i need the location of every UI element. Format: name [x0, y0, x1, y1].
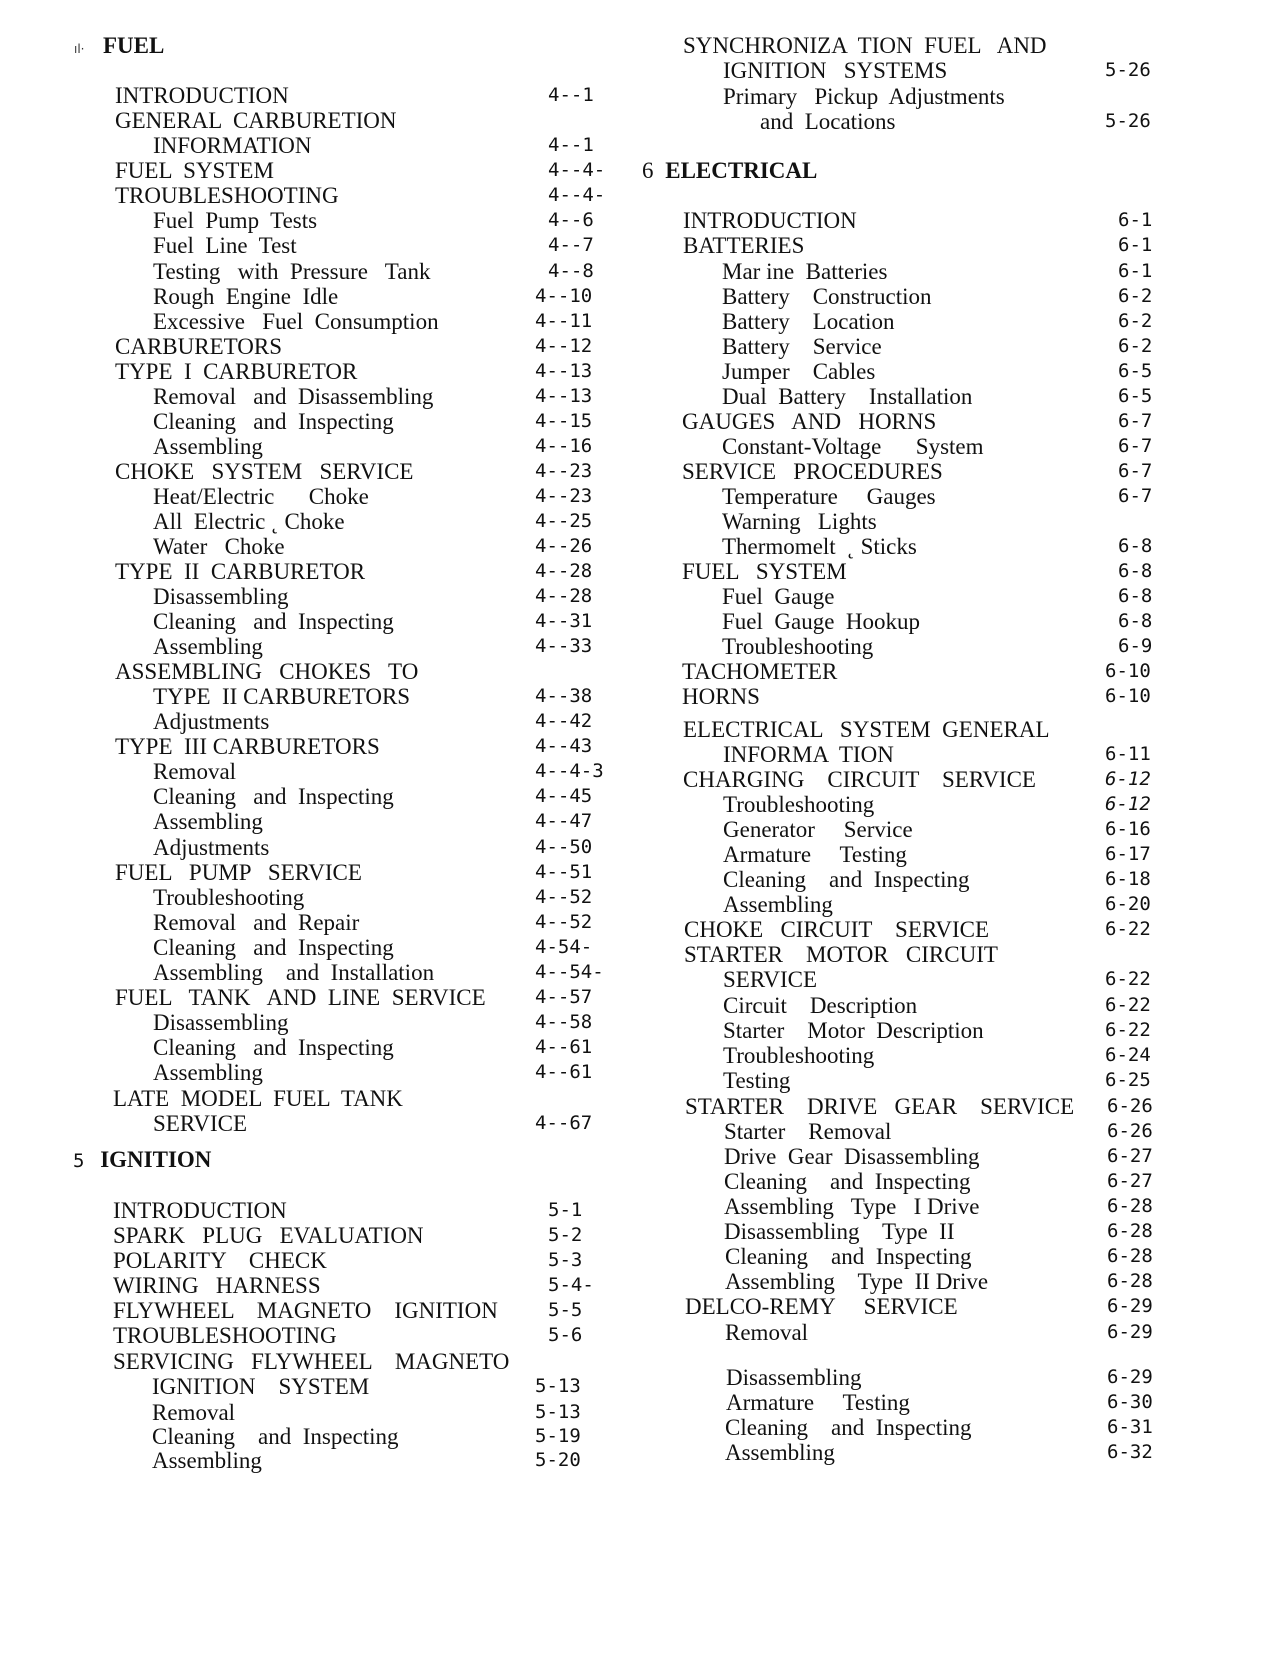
toc-entry-page-number: 4--52	[535, 886, 593, 908]
toc-entry-title: Removal	[725, 1320, 809, 1345]
section-number: 5	[73, 1150, 85, 1172]
toc-entry-page-number: 5-6	[548, 1324, 583, 1346]
toc-entry-title: Disassembling	[153, 584, 289, 609]
toc-entry-page-number: 5-2	[548, 1224, 583, 1246]
section-number: 6	[642, 158, 654, 183]
toc-entry-title: Removal	[152, 1400, 236, 1425]
toc-entry-page-number: 4--31	[535, 610, 593, 632]
toc-entry-page-number: 4-54-	[535, 936, 593, 958]
toc-entry-page-number: 6-1	[1118, 209, 1153, 231]
toc-entry-title: TYPE III CARBURETORS	[115, 734, 380, 759]
toc-entry-title: FUEL SYSTEM	[115, 158, 274, 183]
toc-entry-page-number: 6-5	[1118, 360, 1153, 382]
toc-entry-title: INFORMATION	[153, 133, 312, 158]
toc-entry-page-number: 6-28	[1107, 1220, 1153, 1242]
toc-entry-title: Disassembling	[726, 1365, 862, 1390]
toc-entry-title: SERVICE	[723, 967, 817, 992]
toc-entry-page-number: 6-8	[1118, 585, 1153, 607]
toc-entry-page-number: 6-7	[1118, 410, 1153, 432]
toc-entry-page-number: 4--67	[535, 1112, 593, 1134]
toc-entry-page-number: 4--61	[535, 1036, 593, 1058]
toc-entry-page-number: 4--28	[535, 585, 593, 607]
toc-entry-page-number: 4--4-	[548, 159, 606, 181]
toc-entry-title: CHOKE CIRCUIT SERVICE	[684, 917, 990, 942]
toc-entry-title: DELCO-REMY SERVICE	[685, 1294, 958, 1319]
section-heading-ignition	[73, 1147, 211, 1173]
toc-entry-title: Assembling Type I Drive	[724, 1194, 980, 1219]
toc-entry-title: Troubleshooting	[723, 1043, 875, 1068]
toc-entry-page-number: 4--38	[535, 685, 593, 707]
toc-entry-title: Water Choke	[153, 534, 285, 559]
toc-entry-page-number: 6-5	[1118, 385, 1153, 407]
toc-entry-title: Cleaning and Inspecting	[153, 609, 394, 634]
toc-entry-title: Cleaning and Inspecting	[725, 1415, 972, 1440]
toc-entry-title: Heat/Electric Choke	[153, 484, 369, 509]
toc-entry-title: IGNITION SYSTEMS	[723, 58, 948, 83]
toc-entry-title: TYPE II CARBURETORS	[153, 684, 411, 709]
toc-entry-title: Assembling	[153, 434, 263, 459]
toc-entry-title: All Electric ˛ Choke	[153, 509, 345, 534]
toc-entry-page-number: 4--58	[535, 1011, 593, 1033]
toc-entry-title: SYNCHRONIZA TION FUEL AND	[683, 33, 1047, 58]
toc-entry-title: HORNS	[682, 684, 760, 709]
toc-entry-page-number: 4--10	[535, 285, 593, 307]
toc-entry-title: Excessive Fuel Consumption	[153, 309, 439, 334]
toc-entry-page-number: 4--42	[535, 710, 593, 732]
toc-entry-title: Fuel Pump Tests	[153, 208, 318, 233]
toc-entry-title: Assembling Type II Drive	[725, 1269, 989, 1294]
toc-entry-page-number: 6-7	[1118, 435, 1153, 457]
toc-entry-page-number: 6-7	[1118, 460, 1153, 482]
toc-entry-page-number: 6-25	[1105, 1069, 1151, 1091]
toc-entry-title: LATE MODEL FUEL TANK	[113, 1086, 403, 1111]
toc-entry-page-number: 6-18	[1105, 868, 1151, 890]
toc-entry-title: Starter Removal	[724, 1119, 892, 1144]
toc-entry-title: Constant-Voltage System	[722, 434, 984, 459]
toc-entry-page-number: 6-29	[1107, 1295, 1153, 1317]
section-title: FUEL	[103, 33, 165, 58]
toc-entry-title: Removal and Repair	[153, 910, 360, 935]
toc-entry-title: Battery Construction	[722, 284, 932, 309]
toc-entry-page-number: 6-22	[1105, 994, 1151, 1016]
toc-entry-page-number: 6-31	[1107, 1416, 1153, 1438]
toc-entry-page-number: 6-8	[1118, 535, 1153, 557]
section-title: IGNITION	[100, 1147, 212, 1172]
toc-entry-page-number: 5-13	[535, 1401, 581, 1423]
toc-entry-title: TYPE II CARBURETOR	[115, 559, 366, 584]
toc-entry-page-number: 5-1	[548, 1199, 583, 1221]
toc-entry-page-number: 4--23	[535, 485, 593, 507]
toc-entry-title: Disassembling Type II	[724, 1219, 955, 1244]
toc-entry-title: Battery Service	[722, 334, 882, 359]
toc-entry-title: Troubleshooting	[723, 792, 875, 817]
toc-entry-title: Cleaning and Inspecting	[153, 1035, 394, 1060]
toc-entry-page-number: 6-22	[1105, 918, 1151, 940]
toc-entry-title: Troubleshooting	[153, 885, 305, 910]
toc-entry-page-number: 6-8	[1118, 610, 1153, 632]
toc-entry-page-number: 5-26	[1105, 59, 1151, 81]
toc-entry-title: Primary Pickup Adjustments	[723, 84, 1005, 109]
toc-entry-page-number: 6-29	[1107, 1321, 1153, 1343]
toc-entry-title: Assembling	[153, 634, 263, 659]
toc-entry-title: Jumper Cables	[722, 359, 876, 384]
toc-entry-title: Assembling	[152, 1448, 262, 1473]
toc-entry-page-number: 6-10	[1105, 660, 1151, 682]
toc-entry-page-number: 4--1	[548, 84, 594, 106]
toc-entry-page-number: 6-24	[1105, 1044, 1151, 1066]
toc-entry-page-number: 4--43	[535, 735, 593, 757]
toc-entry-page-number: 4--4-3	[535, 760, 604, 782]
toc-entry-title: SERVICING FLYWHEEL MAGNETO	[113, 1349, 510, 1374]
toc-entry-page-number: 4--4-	[548, 184, 606, 206]
toc-entry-title: Adjustments	[153, 709, 270, 734]
toc-entry-title: TROUBLESHOOTING	[113, 1323, 337, 1348]
toc-entry-title: SERVICE	[153, 1111, 247, 1136]
toc-entry-page-number: 6-28	[1107, 1270, 1153, 1292]
toc-entry-title: SERVICE PROCEDURES	[682, 459, 943, 484]
toc-entry-title: WIRING HARNESS	[113, 1273, 321, 1298]
toc-entry-page-number: 5-20	[535, 1449, 581, 1471]
toc-entry-page-number: 4--16	[535, 435, 593, 457]
toc-entry-title: Fuel Gauge	[722, 584, 835, 609]
toc-entry-page-number: 6-2	[1118, 335, 1153, 357]
toc-entry-title: Thermomelt ˛ Sticks	[722, 534, 917, 559]
toc-entry-page-number: 6-20	[1105, 893, 1151, 915]
toc-entry-title: Fuel Gauge Hookup	[722, 609, 921, 634]
toc-entry-page-number: 6-28	[1107, 1195, 1153, 1217]
toc-entry-title: IGNITION SYSTEM	[152, 1374, 370, 1399]
toc-entry-page-number: 4--50	[535, 836, 593, 858]
toc-entry-page-number: 6-22	[1105, 968, 1151, 990]
toc-entry-page-number: 4--52	[535, 911, 593, 933]
toc-entry-page-number: 5-13	[535, 1375, 581, 1397]
toc-entry-title: Cleaning and Inspecting	[153, 935, 394, 960]
toc-entry-title: INTRODUCTION	[113, 1198, 287, 1223]
toc-entry-page-number: 4--6	[548, 209, 594, 231]
toc-entry-page-number: 4--45	[535, 785, 593, 807]
toc-entry-page-number: 4--51	[535, 861, 593, 883]
toc-entry-page-number: 6-10	[1105, 685, 1151, 707]
toc-entry-title: Temperature Gauges	[722, 484, 936, 509]
toc-entry-title: SPARK PLUG EVALUATION	[113, 1223, 424, 1248]
toc-entry-title: FUEL TANK AND LINE SERVICE	[115, 985, 486, 1010]
toc-entry-page-number: 4--26	[535, 535, 593, 557]
margin-mark: ıl·	[74, 42, 85, 56]
toc-entry-page-number: 6-29	[1107, 1366, 1153, 1388]
toc-entry-title: Adjustments	[153, 835, 270, 860]
toc-entry-page-number: 4--11	[535, 310, 593, 332]
toc-entry-page-number: 5-3	[548, 1249, 583, 1271]
toc-entry-page-number: 6-12	[1105, 793, 1151, 815]
toc-entry-page-number: 6-16	[1105, 818, 1151, 840]
toc-entry-page-number: 4--47	[535, 810, 593, 832]
toc-entry-title: Armature Testing	[723, 842, 907, 867]
toc-entry-page-number: 6-8	[1118, 560, 1153, 582]
toc-entry-title: FLYWHEEL MAGNETO IGNITION	[113, 1298, 498, 1323]
toc-entry-title: Mar ine Batteries	[722, 259, 888, 284]
toc-entry-page-number: 6-27	[1107, 1170, 1153, 1192]
toc-entry-page-number: 6-30	[1107, 1391, 1153, 1413]
toc-entry-title: TROUBLESHOOTING	[115, 183, 339, 208]
toc-entry-title: CHARGING CIRCUIT SERVICE	[683, 767, 1036, 792]
toc-entry-title: Circuit Description	[723, 993, 918, 1018]
toc-entry-page-number: 4--28	[535, 560, 593, 582]
toc-entry-title: ASSEMBLING CHOKES TO	[115, 659, 419, 684]
toc-entry-page-number: 6-26	[1107, 1095, 1153, 1117]
toc-entry-title: Fuel Line Test	[153, 233, 297, 258]
toc-entry-page-number: 6-1	[1118, 234, 1153, 256]
toc-entry-title: INTRODUCTION	[115, 83, 289, 108]
toc-entry-title: Armature Testing	[726, 1390, 910, 1415]
section-heading-electrical	[642, 158, 817, 184]
toc-entry-page-number: 4--13	[535, 360, 593, 382]
toc-entry-page-number: 4--8	[548, 260, 594, 282]
toc-entry-page-number: 5-5	[548, 1299, 583, 1321]
toc-entry-page-number: 6-11	[1105, 743, 1151, 765]
toc-entry-title: STARTER MOTOR CIRCUIT	[684, 942, 998, 967]
toc-entry-page-number: 4--13	[535, 385, 593, 407]
toc-entry-title: Cleaning and Inspecting	[152, 1424, 399, 1449]
toc-entry-title: Assembling	[153, 1060, 263, 1085]
toc-entry-title: INFORMA TION	[723, 742, 894, 767]
toc-entry-title: Disassembling	[153, 1010, 289, 1035]
toc-entry-page-number: 5-26	[1105, 110, 1151, 132]
toc-entry-title: Cleaning and Inspecting	[723, 867, 970, 892]
toc-entry-title: FUEL SYSTEM	[682, 559, 847, 584]
toc-entry-title: Cleaning and Inspecting	[153, 784, 394, 809]
toc-entry-title: Assembling and Installation	[153, 960, 435, 985]
toc-entry-page-number: 4--15	[535, 410, 593, 432]
toc-entry-title: CARBURETORS	[115, 334, 283, 359]
toc-entry-title: Assembling	[725, 1440, 835, 1465]
toc-entry-page-number: 4--7	[548, 234, 594, 256]
toc-entry-title: INTRODUCTION	[683, 208, 857, 233]
toc-entry-page-number: 6-2	[1118, 310, 1153, 332]
toc-entry-page-number: 6-22	[1105, 1019, 1151, 1041]
toc-entry-page-number: 6-12	[1105, 768, 1151, 790]
toc-entry-title: Removal and Disassembling	[153, 384, 434, 409]
toc-entry-title: Assembling	[723, 892, 833, 917]
toc-entry-title: Warning Lights	[722, 509, 877, 534]
toc-entry-title: and Locations	[760, 109, 896, 134]
toc-entry-title: Removal	[153, 759, 237, 784]
toc-entry-title: TYPE I CARBURETOR	[115, 359, 358, 384]
toc-entry-title: Testing	[723, 1068, 791, 1093]
toc-entry-page-number: 5-19	[535, 1425, 581, 1447]
toc-entry-title: Assembling	[153, 809, 263, 834]
toc-entry-title: Troubleshooting	[722, 634, 874, 659]
toc-entry-title: Generator Service	[723, 817, 913, 842]
toc-entry-title: POLARITY CHECK	[113, 1248, 327, 1273]
toc-entry-title: ELECTRICAL SYSTEM GENERAL	[683, 717, 1050, 742]
toc-entry-title: Starter Motor Description	[723, 1018, 984, 1043]
section-heading-fuel	[103, 33, 164, 59]
toc-entry-title: Rough Engine Idle	[153, 284, 339, 309]
toc-entry-page-number: 4--54-	[535, 961, 604, 983]
toc-entry-page-number: 4--57	[535, 986, 593, 1008]
toc-entry-page-number: 6-1	[1118, 260, 1153, 282]
toc-entry-title: Testing with Pressure Tank	[153, 259, 431, 284]
toc-entry-page-number: 4--1	[548, 134, 594, 156]
toc-entry-page-number: 6-27	[1107, 1145, 1153, 1167]
toc-entry-page-number: 6-17	[1105, 843, 1151, 865]
toc-entry-title: TACHOMETER	[682, 659, 838, 684]
toc-entry-title: Drive Gear Disassembling	[724, 1144, 980, 1169]
toc-entry-page-number: 4--25	[535, 510, 593, 532]
toc-entry-page-number: 4--61	[535, 1061, 593, 1083]
toc-entry-page-number: 5-4-	[548, 1274, 594, 1296]
toc-entry-title: Dual Battery Installation	[722, 384, 973, 409]
toc-entry-page-number: 4--23	[535, 460, 593, 482]
toc-entry-page-number: 6-32	[1107, 1441, 1153, 1463]
section-title: ELECTRICAL	[665, 158, 818, 183]
toc-entry-title: BATTERIES	[683, 233, 805, 258]
toc-entry-title: Cleaning and Inspecting	[725, 1244, 972, 1269]
toc-entry-page-number: 6-7	[1118, 485, 1153, 507]
toc-entry-title: Battery Location	[722, 309, 895, 334]
toc-entry-title: STARTER DRIVE GEAR SERVICE	[685, 1094, 1075, 1119]
toc-entry-page-number: 4--12	[535, 335, 593, 357]
toc-entry-title: CHOKE SYSTEM SERVICE	[115, 459, 414, 484]
toc-entry-page-number: 6-26	[1107, 1120, 1153, 1142]
toc-entry-title: GAUGES AND HORNS	[682, 409, 937, 434]
toc-entry-page-number: 6-28	[1107, 1245, 1153, 1267]
toc-entry-title: Cleaning and Inspecting	[724, 1169, 971, 1194]
toc-entry-title: GENERAL CARBURETION	[115, 108, 397, 133]
toc-entry-page-number: 6-9	[1118, 635, 1153, 657]
toc-entry-title: Cleaning and Inspecting	[153, 409, 394, 434]
toc-entry-title: FUEL PUMP SERVICE	[115, 860, 362, 885]
toc-entry-page-number: 6-2	[1118, 285, 1153, 307]
toc-entry-page-number: 4--33	[535, 635, 593, 657]
